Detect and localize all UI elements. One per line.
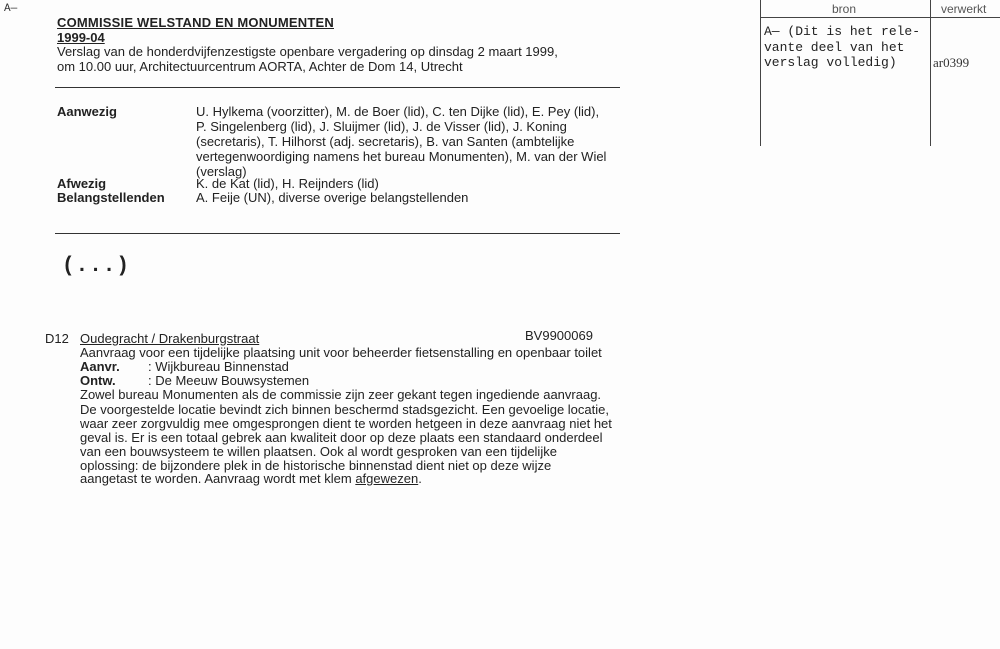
source-note-line: A— (Dit is het rele- [764, 24, 921, 39]
stakeholders-value: A. Feije (UN), diverse overige belangstellenden [196, 190, 469, 205]
intro-line-2: om 10.00 uur, Architectuurcentrum AORTA, Achter de Dom 14, Utrecht [57, 59, 463, 74]
body-line: geval is. Er is een totaal gebrek aan kwaliteit door op deze plaats een standaard onderdeel [80, 430, 603, 445]
designer-value: : De Meeuw Bouwsystemen [148, 373, 310, 388]
present-line: (secretaris), T. Hilhorst (adj. secretaris), B. van Santen (ambtelijke [196, 134, 575, 149]
table-header-rule [760, 17, 1000, 18]
document-code: 1999-04 [57, 30, 105, 45]
corner-mark: A— [4, 3, 18, 15]
present-list [196, 104, 616, 179]
item-title: Oudegracht / Drakenburgstraat [80, 331, 260, 346]
verdict-text: afgewezen [355, 471, 419, 486]
applicant-label: Aanvr. [80, 359, 120, 374]
item-code: D12 [45, 331, 69, 346]
table-border-left [760, 0, 761, 146]
body-line: oplossing: de bijzondere plek in de historische binnenstad dient niet op deze wijze [80, 458, 552, 473]
absent-label: Afwezig [57, 176, 107, 191]
body-line: Zowel bureau Monumenten als de commissie zijn zeer gekant tegen ingediende aanvraag. [80, 387, 602, 402]
present-line: vertegenwoordiging namens het bureau Monumenten), M. van der Wiel [196, 149, 607, 164]
applicant-value: : Wijkbureau Binnenstad [148, 359, 289, 374]
source-note-line: vante deel van het [764, 39, 905, 55]
column-header-processed: verwerkt [941, 2, 987, 16]
source-note [764, 24, 920, 71]
divider-bottom [55, 233, 620, 234]
body-line: van een bouwsysteem te willen plaatsen. Ook al wordt gesproken van een tijdelijke [80, 444, 557, 459]
present-line: P. Singelenberg (lid), J. Sluijmer (lid), J. de Visser (lid), J. Koning [196, 119, 567, 134]
body-line-final [80, 471, 422, 486]
intro-line-1: Verslag van de honderdvijfenzestigste openbare vergadering op dinsdag 2 maart 1999, [57, 44, 558, 59]
table-border-middle [930, 0, 931, 146]
present-label: Aanwezig [57, 104, 117, 119]
item-reference: BV9900069 [525, 328, 593, 343]
present-line: U. Hylkema (voorzitter), M. de Boer (lid), C. ten Dijke (lid), E. Pey (lid), [196, 104, 600, 119]
body-line: waar zeer zorgvuldig mee omgesprongen dient te worden hetgeen in deze aanvraag niet het [80, 416, 612, 431]
item-description: Aanvraag voor een tijdelijke plaatsing unit voor beheerder fietsenstalling en openbaar toilet [80, 345, 602, 360]
body-line: De voorgestelde locatie bevindt zich binnen beschermd stadsgezicht. Een gevoelige locatie, [80, 402, 609, 417]
source-table [760, 0, 1000, 146]
divider-top [55, 87, 620, 88]
processed-value: ar0399 [933, 55, 970, 70]
designer-label: Ontw. [80, 373, 116, 388]
absent-value: K. de Kat (lid), H. Reijnders (lid) [196, 176, 379, 191]
final-line-suffix: . [418, 471, 422, 486]
stakeholders-label: Belangstellenden [57, 190, 165, 205]
omission-marker: (...) [62, 255, 131, 278]
final-line-prefix: aangetast te worden. Aanvraag wordt met klem [80, 471, 356, 486]
present-line: (verslag) [196, 164, 247, 179]
document-title: COMMISSIE WELSTAND EN MONUMENTEN [57, 15, 334, 30]
column-header-source: bron [832, 2, 857, 16]
source-note-line: verslag volledig) [764, 55, 897, 70]
